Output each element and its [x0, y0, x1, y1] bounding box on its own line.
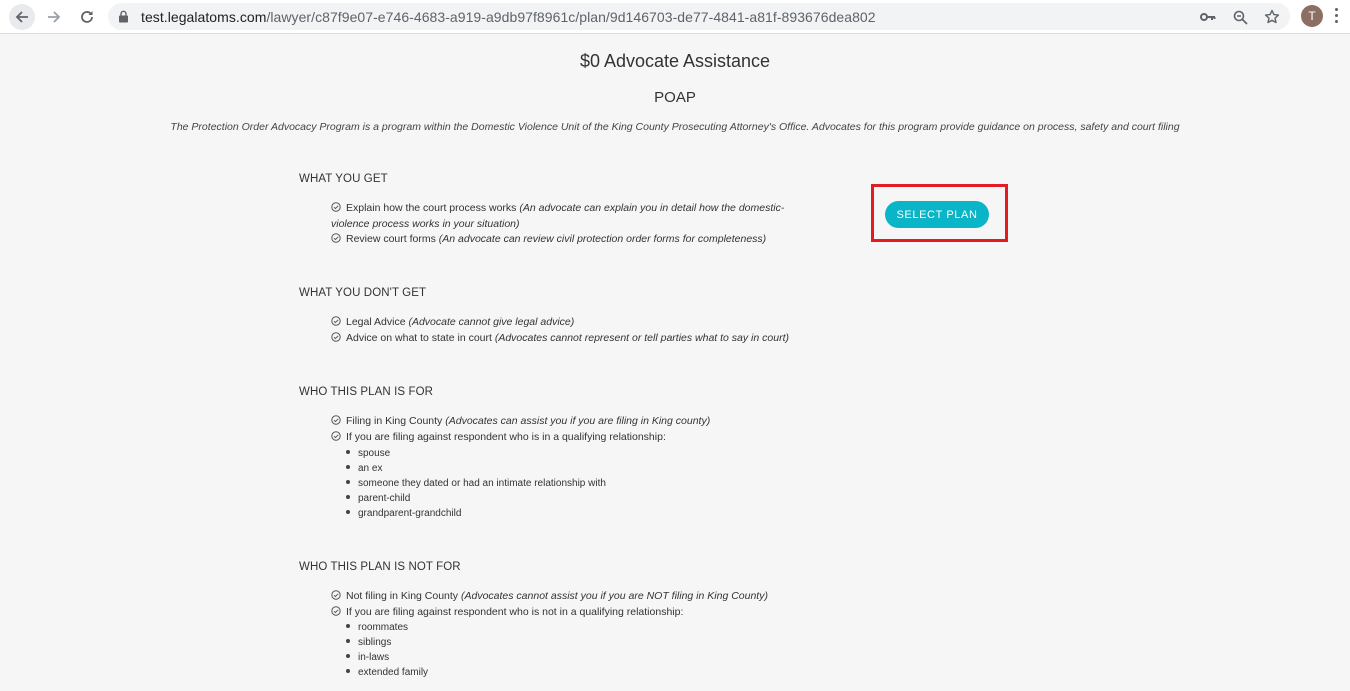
item-text: If you are filing against respondent who is not in a qualifying relationship:: [346, 606, 684, 618]
sub-list-item: spouse: [346, 446, 390, 461]
list-item: [331, 589, 768, 605]
url-host: test.legalatoms.com: [141, 9, 267, 25]
check-circle-icon: [331, 233, 341, 243]
star-icon: [1264, 9, 1280, 25]
check-circle-icon: [331, 332, 341, 342]
profile-avatar[interactable]: T: [1301, 5, 1323, 27]
zoom-icon: [1233, 10, 1248, 25]
forward-arrow-icon: [46, 9, 62, 25]
check-circle-icon: [331, 431, 341, 441]
key-icon: [1200, 12, 1216, 22]
sub-list-item: an ex: [346, 461, 382, 476]
item-text: Legal Advice: [346, 316, 406, 328]
zoom-button[interactable]: [1231, 8, 1249, 26]
item-text: If you are filing against respondent who is in a qualifying relationship:: [346, 431, 666, 443]
item-text: Review court forms: [346, 233, 436, 245]
sub-list-item: in-laws: [346, 650, 389, 665]
sub-list-item: someone they dated or had an intimate relationship with: [346, 476, 606, 491]
plan-title: $0 Advocate Assistance: [579, 51, 771, 71]
list-item: [331, 605, 683, 621]
list-item: [331, 315, 574, 331]
item-text: Explain how the court process works: [346, 202, 517, 214]
check-circle-icon: [331, 202, 341, 212]
sub-list-item: roommates: [346, 620, 408, 635]
check-circle-icon: [331, 606, 341, 616]
lock-icon: [118, 10, 129, 23]
item-note: (An advocate can review civil protection order forms for completeness): [438, 233, 767, 245]
select-plan-button[interactable]: SELECT PLAN: [885, 201, 989, 228]
plan-subtitle: POAP: [654, 89, 696, 106]
sub-list-item: extended family: [346, 665, 428, 680]
sub-list-item: grandparent-grandchild: [346, 506, 461, 521]
item-text: Advice on what to state in court: [346, 332, 492, 344]
address-bar[interactable]: [108, 3, 1290, 30]
item-note: (Advocates cannot assist you if you are NOT filing in King County): [460, 590, 768, 602]
item-text: Not filing in King County: [346, 590, 459, 602]
browser-toolbar: [0, 0, 1350, 34]
item-text: Filing in King County: [346, 415, 443, 427]
check-circle-icon: [331, 415, 341, 425]
plan-description: The Protection Order Advocacy Program is a program within the Domestic Violence Unit of the King County Prosecuting Attorney's Office. Advocates for this program provide guidance on process, safety and court filing: [170, 121, 1180, 133]
bookmark-button[interactable]: [1263, 8, 1281, 26]
check-circle-icon: [331, 590, 341, 600]
section-heading-who-this-plan-is-not-for: WHO THIS PLAN IS NOT FOR: [299, 561, 461, 573]
item-note: (Advocate cannot give legal advice): [408, 316, 575, 328]
list-item: [331, 414, 710, 430]
list-item-continuation: [331, 217, 520, 233]
sub-list-item: siblings: [346, 635, 391, 650]
item-note: (Advocates can assist you if you are filing in King county): [445, 415, 711, 427]
url-path: /lawyer/c87f9e07-e746-4683-a919-a9db97f8961c/plan/9d146703-de77-4841-a81f-893676dea802: [266, 9, 876, 25]
section-heading-who-this-plan-is-for: WHO THIS PLAN IS FOR: [299, 386, 434, 398]
back-button[interactable]: [9, 4, 35, 30]
item-note: (Advocates cannot represent or tell parties what to say in court): [494, 332, 789, 344]
section-heading-what-you-get: WHAT YOU GET: [299, 173, 388, 185]
section-heading-what-you-dont-get: WHAT YOU DON'T GET: [299, 287, 427, 299]
item-note: (An advocate can explain you in detail how the domestic-: [519, 202, 785, 214]
sub-list-item: parent-child: [346, 491, 410, 506]
list-item: [331, 201, 784, 217]
reload-button[interactable]: [74, 4, 100, 30]
menu-icon[interactable]: [1333, 8, 1339, 26]
password-key-button[interactable]: [1199, 8, 1217, 26]
check-circle-icon: [331, 316, 341, 326]
item-note-continued: violence process works in your situation): [331, 217, 520, 230]
back-arrow-icon: [14, 9, 30, 25]
list-item: [331, 232, 766, 248]
list-item: [331, 331, 789, 347]
list-item: [331, 430, 666, 446]
url-text[interactable]: [141, 9, 876, 25]
forward-button[interactable]: [41, 4, 67, 30]
reload-icon: [79, 9, 95, 25]
